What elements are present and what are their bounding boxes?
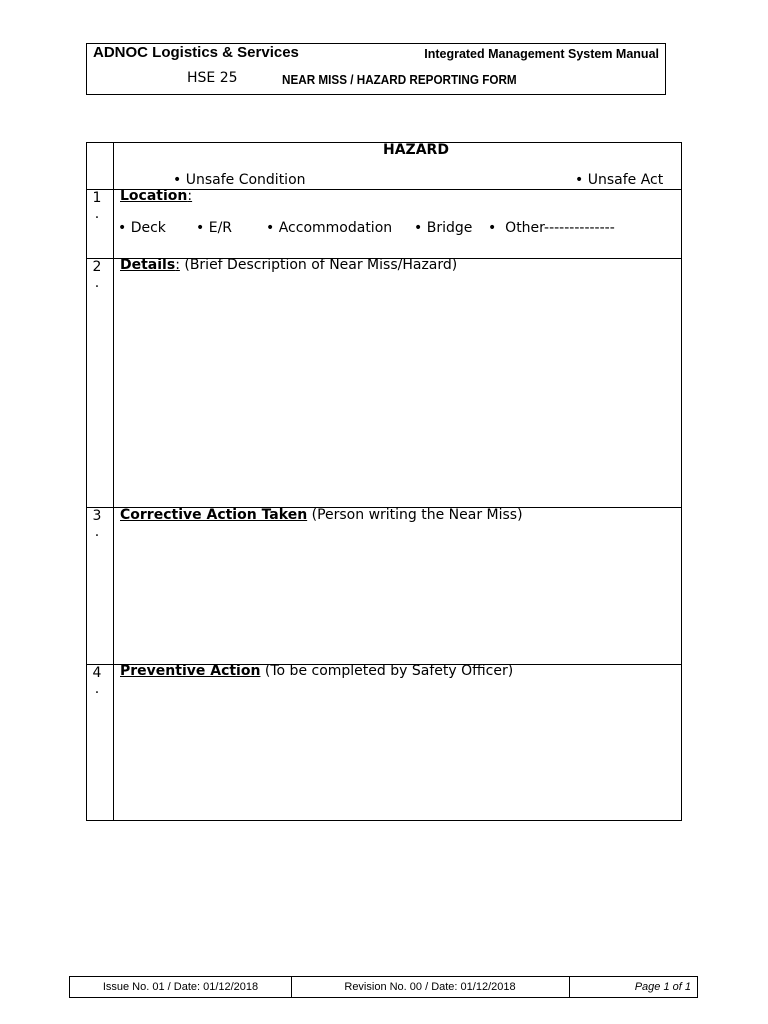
footer-revision: Revision No. 00 / Date: 01/12/2018: [291, 977, 570, 997]
section-title-details: Details: (Brief Description of Near Miss/Hazard): [120, 257, 458, 273]
bullet-icon: •: [173, 172, 182, 188]
location-option-er[interactable]: • E/R: [196, 220, 233, 236]
table-border-right: [681, 142, 682, 821]
form-title: NEAR MISS / HAZARD REPORTING FORM: [282, 72, 517, 87]
bullet-icon: •: [266, 220, 275, 236]
hazard-title: HAZARD: [383, 142, 449, 158]
location-option-bridge[interactable]: • Bridge: [414, 220, 473, 236]
footer-issue: Issue No. 01 / Date: 01/12/2018: [70, 977, 292, 997]
document-header: [86, 43, 666, 95]
section-title-location: Location:: [120, 188, 193, 204]
table-border-left: [86, 142, 87, 821]
bullet-icon: •: [196, 220, 205, 236]
corrective-action-input-area[interactable]: [114, 532, 681, 662]
table-border-bottom: [86, 820, 682, 821]
manual-title: Integrated Management System Manual: [424, 47, 659, 61]
section-title-preventive-action: Preventive Action (To be completed by Safety Officer): [120, 663, 514, 679]
hazard-option-label: Unsafe Act: [587, 172, 664, 188]
bullet-icon: •: [118, 220, 127, 236]
section-number: 2 .: [92, 259, 102, 291]
hazard-option-label: Unsafe Condition: [185, 172, 306, 188]
section-number: 1 .: [92, 190, 102, 222]
section-number: 4 .: [92, 665, 102, 697]
hazard-option-unsafe-condition[interactable]: [173, 172, 306, 188]
form-code: HSE 25: [187, 70, 238, 86]
document-footer: [69, 976, 698, 998]
section-number: 3 .: [92, 508, 102, 540]
company-name: ADNOC Logistics & Services: [93, 44, 299, 61]
bullet-icon: •: [575, 172, 584, 188]
bullet-icon: •: [414, 220, 423, 236]
footer-page-number: Page 1 of 1: [634, 981, 691, 993]
location-option-deck[interactable]: • Deck: [118, 220, 166, 236]
preventive-action-input-area[interactable]: [114, 688, 681, 818]
bullet-icon: •: [488, 220, 497, 236]
section-title-corrective-action: Corrective Action Taken (Person writing the Near Miss): [120, 507, 523, 523]
hazard-option-unsafe-act[interactable]: [575, 172, 663, 188]
details-input-area[interactable]: [114, 282, 681, 506]
report-form-table: [86, 142, 682, 821]
location-option-accommodation[interactable]: • Accommodation: [266, 220, 393, 236]
location-option-other[interactable]: • Other--------------: [488, 220, 615, 236]
